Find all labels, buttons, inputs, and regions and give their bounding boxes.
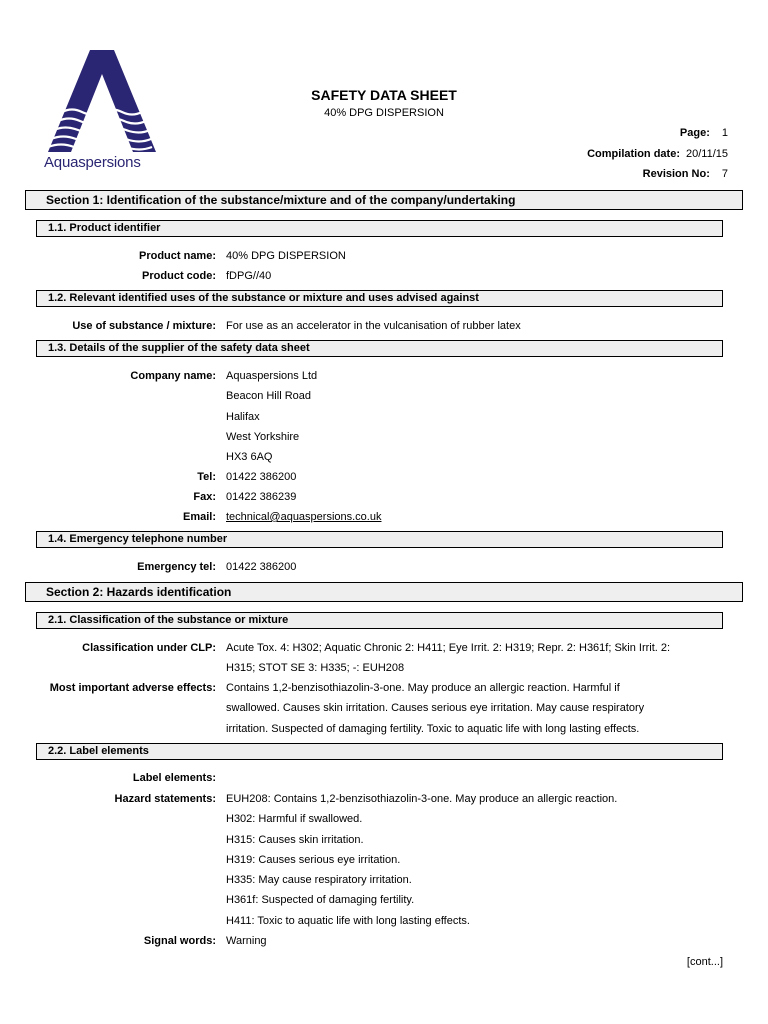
email-link[interactable]: technical@aquaspersions.co.uk xyxy=(226,511,382,523)
signal-words-label: Signal words: xyxy=(143,935,216,947)
use-of-substance-value: For use as an accelerator in the vulcanisation of rubber latex xyxy=(226,320,521,332)
compilation-date-value: 20/11/15 xyxy=(685,148,728,160)
document-title: SAFETY DATA SHEET xyxy=(311,87,457,103)
hazard-line: H319: Causes serious eye irritation. xyxy=(226,853,401,866)
compilation-date-label: Compilation date: xyxy=(587,148,680,160)
address-line: Aquaspersions Ltd xyxy=(226,370,318,382)
signal-words-value: Warning xyxy=(226,935,267,947)
hazard-line: H361f: Suspected of damaging fertility. xyxy=(226,894,415,907)
subsection-1-4-header: 1.4. Emergency telephone number xyxy=(36,531,723,548)
address-line: Halifax xyxy=(226,410,260,423)
subsection-2-2-header: 2.2. Label elements xyxy=(36,743,723,760)
adverse-effects-value xyxy=(226,678,716,739)
fax-value: 01422 386239 xyxy=(226,491,297,503)
address-line: West Yorkshire xyxy=(226,430,300,443)
hazard-line: H335: May cause respiratory irritation. xyxy=(226,874,412,887)
company-name-label: Company name: xyxy=(130,370,216,382)
product-code-value: fDPG//40 xyxy=(226,270,272,282)
logo-wordmark: Aquaspersions xyxy=(44,154,141,171)
hazard-line: H411: Toxic to aquatic life with long lasting effects. xyxy=(226,914,470,927)
compilation-date-row xyxy=(587,148,728,160)
hazard-line: H315: Causes skin irritation. xyxy=(226,833,364,846)
label-elements-label: Label elements: xyxy=(132,772,216,784)
tel-label: Tel: xyxy=(197,471,216,483)
adverse-line: swallowed. Causes skin irritation. Causes serious eye irritation. May cause respiratory xyxy=(226,702,645,715)
page-label: Page: xyxy=(679,127,710,139)
clp-classification-value xyxy=(226,638,716,679)
revision-label: Revision No: xyxy=(642,168,710,180)
emergency-tel-value: 01422 386200 xyxy=(226,561,297,573)
subsection-1-1-header: 1.1. Product identifier xyxy=(36,220,723,237)
clp-line: Acute Tox. 4: H302; Aquatic Chronic 2: H411; Eye Irrit. 2: H319; Repr. 2: H361f; Skin Irrit. 2: xyxy=(226,642,671,654)
address-line: Beacon Hill Road xyxy=(226,390,311,403)
adverse-line: Contains 1,2-benzisothiazolin-3-one. May produce an allergic reaction. Harmful if xyxy=(226,682,620,694)
company-address xyxy=(226,366,716,467)
page-value: 1 xyxy=(721,127,728,139)
emergency-tel-label: Emergency tel: xyxy=(137,561,216,573)
product-name-value: 40% DPG DISPERSION xyxy=(226,250,346,262)
use-of-substance-label: Use of substance / mixture: xyxy=(72,320,216,332)
subsection-2-1-header: 2.1. Classification of the substance or mixture xyxy=(36,612,723,629)
adverse-effects-label: Most important adverse effects: xyxy=(49,682,216,694)
hazard-statements-label: Hazard statements: xyxy=(114,793,216,805)
hazard-line: EUH208: Contains 1,2-benzisothiazolin-3-one. May produce an allergic reaction. xyxy=(226,793,618,805)
tel-value: 01422 386200 xyxy=(226,471,297,483)
hazard-line: H302: Harmful if swallowed. xyxy=(226,813,363,826)
clp-line: H315; STOT SE 3: H335; -: EUH208 xyxy=(226,662,405,675)
revision-value: 7 xyxy=(721,168,728,180)
revision-row xyxy=(643,168,728,180)
product-code-label: Product code: xyxy=(142,270,216,282)
address-line: HX3 6AQ xyxy=(226,451,273,464)
continued-marker: [cont...] xyxy=(686,956,723,968)
page-number-row xyxy=(680,127,728,139)
fax-label: Fax: xyxy=(193,491,216,503)
section-2-header: Section 2: Hazards identification xyxy=(25,582,743,602)
section-1-header: Section 1: Identification of the substance/mixture and of the company/undertaking xyxy=(25,190,743,210)
email-label: Email: xyxy=(182,511,216,523)
document-subtitle: 40% DPG DISPERSION xyxy=(324,107,444,119)
subsection-1-3-header: 1.3. Details of the supplier of the safety data sheet xyxy=(36,340,723,357)
adverse-line: irritation. Suspected of damaging fertility. Toxic to aquatic life with long lasting effects. xyxy=(226,722,640,735)
subsection-1-2-header: 1.2. Relevant identified uses of the substance or mixture and uses advised against xyxy=(36,290,723,307)
product-name-label: Product name: xyxy=(138,250,216,262)
clp-classification-label: Classification under CLP: xyxy=(82,642,216,654)
hazard-statements-value xyxy=(226,789,716,931)
